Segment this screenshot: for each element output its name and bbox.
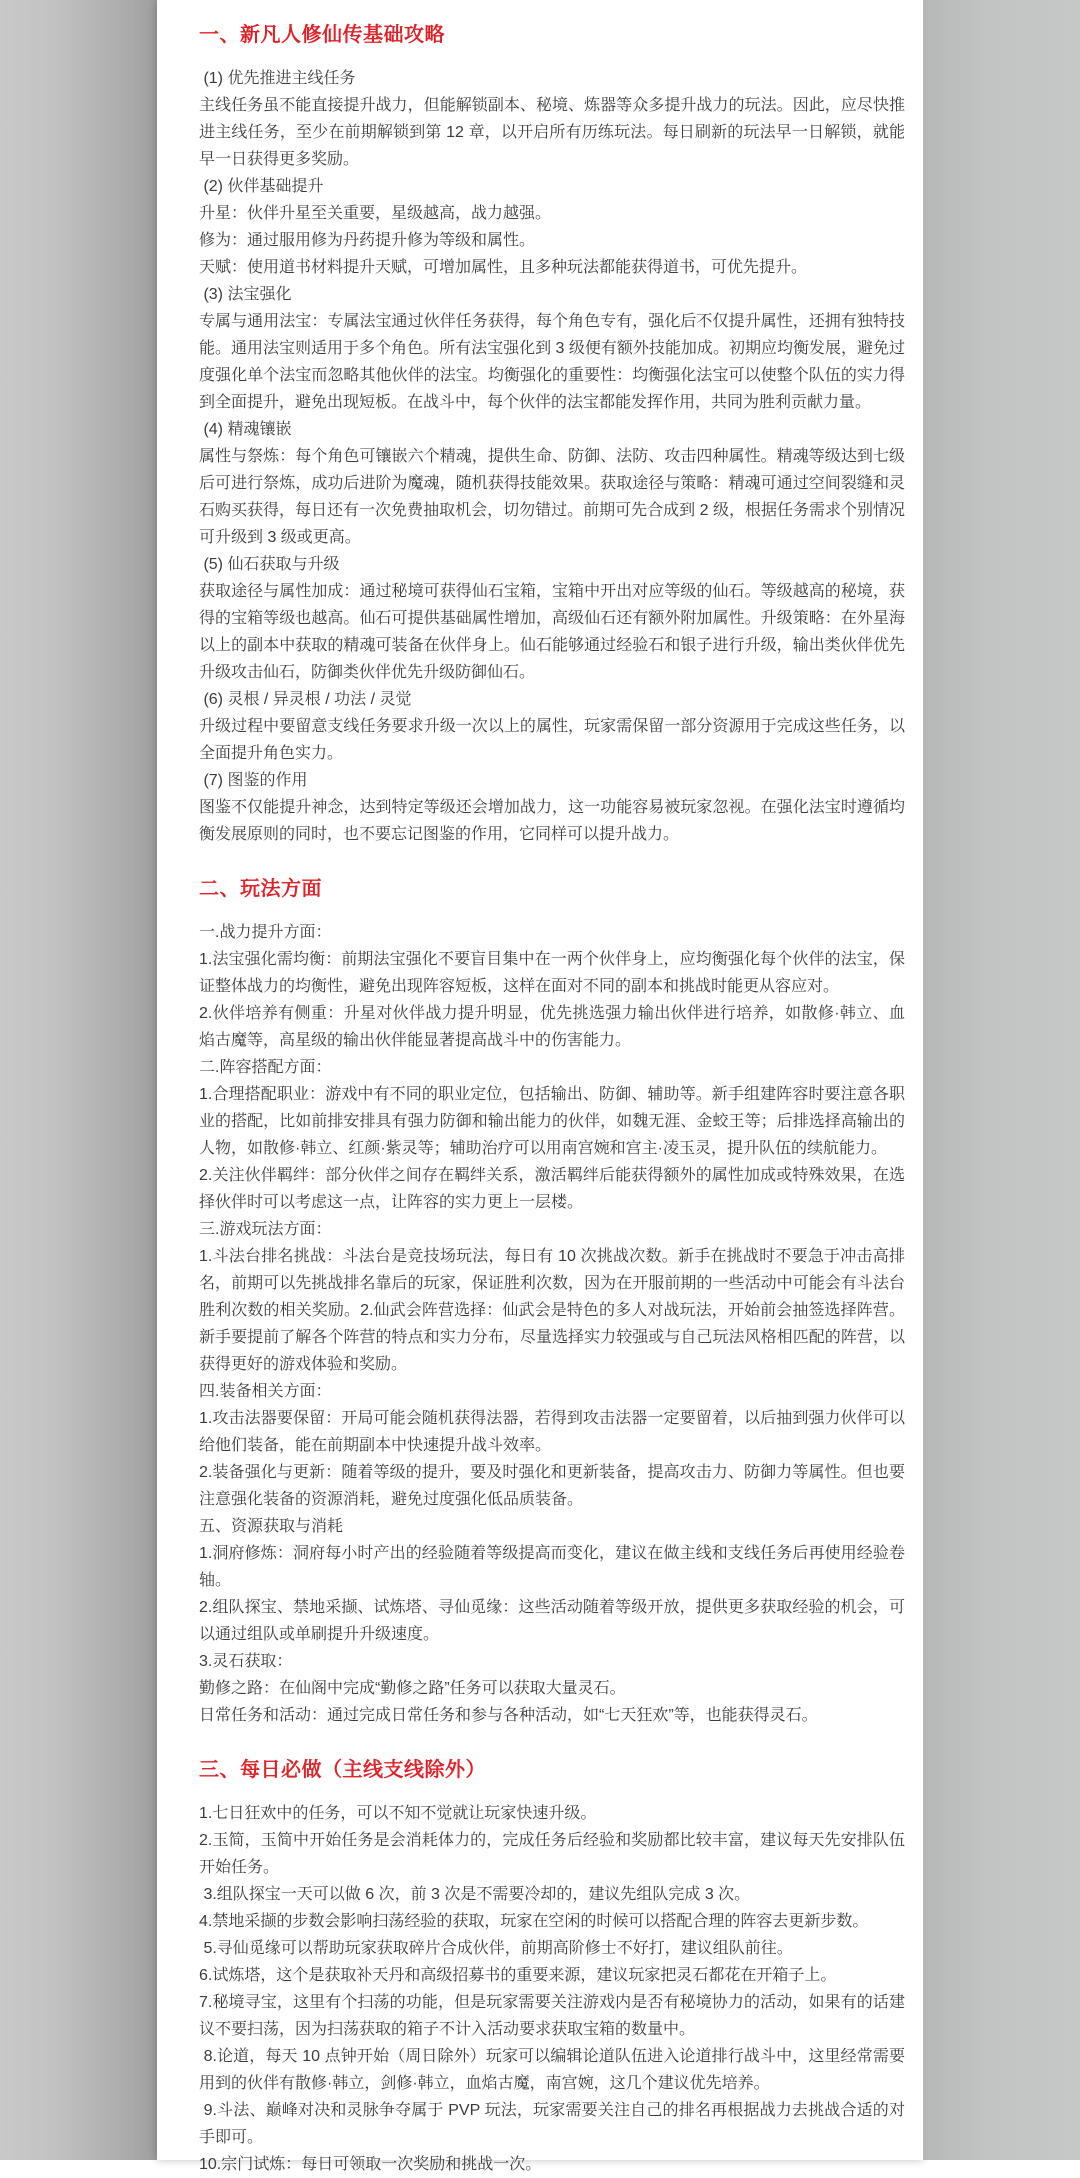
paragraph: 日常任务和活动：通过完成日常任务和参与各种活动，如“七天狂欢”等，也能获得灵石。 bbox=[199, 1707, 818, 1724]
section-heading: 三、每日必做（主线支线除外） bbox=[199, 1759, 486, 1781]
paragraph: 获取途径与属性加成：通过秘境可获得仙石宝箱，宝箱中开出对应等级的仙石。等级越高的秘境，获得的宝箱等级也越高。仙石可提供基础属性增加，高级仙石还有额外附加属性。升级策略：在外星海以上的副本中获取的精魂可装备在伙伴身上。仙石能够通过经验石和银子进行升级，输出类伙伴优先升级攻击仙石，防御类伙伴优先升级防御仙石。 bbox=[199, 583, 905, 681]
paragraph: 1.法宝强化需均衡：前期法宝强化不要盲目集中在一两个伙伴身上，应均衡强化每个伙伴的法宝，保证整体战力的均衡性，避免出现阵容短板，这样在面对不同的副本和挑战时能更从容应对。 bbox=[199, 951, 905, 995]
paragraph: (5) 仙石获取与升级 bbox=[199, 556, 340, 573]
right-margin bbox=[923, 0, 1080, 2160]
paragraph: 升星：伙伴升星至关重要，星级越高，战力越强。 bbox=[199, 205, 552, 222]
paragraph: 修为：通过服用修为丹药提升修为等级和属性。 bbox=[199, 232, 536, 249]
document-page bbox=[157, 0, 923, 2173]
paragraph: 2.组队探宝、禁地采撷、试炼塔、寻仙觅缘：这些活动随着等级开放，提供更多获取经验的机会，可以通过组队或单刷提升升级速度。 bbox=[199, 1599, 905, 1643]
paragraph: (2) 伙伴基础提升 bbox=[199, 178, 324, 195]
section-body bbox=[199, 919, 905, 1729]
paragraph: 10.宗门试炼：每日可领取一次奖励和挑战一次。 bbox=[199, 2156, 542, 2173]
paragraph: 四.装备相关方面： bbox=[199, 1383, 332, 1400]
paragraph: 9.斗法、巅峰对决和灵脉争夺属于 PVP 玩法，玩家需要关注自己的排名再根据战力去挑战合适的对手即可。 bbox=[199, 2102, 905, 2146]
paragraph: 天赋：使用道书材料提升天赋，可增加属性，且多种玩法都能获得道书，可优先提升。 bbox=[199, 259, 808, 276]
left-margin bbox=[0, 0, 157, 2160]
section-body bbox=[199, 65, 905, 848]
paragraph: 三.游戏玩法方面： bbox=[199, 1221, 332, 1238]
section-body bbox=[199, 1800, 905, 2178]
paragraph: 5.寻仙觅缘可以帮助玩家获取碎片合成伙伴，前期高阶修士不好打，建议组队前往。 bbox=[199, 1940, 793, 1957]
paragraph: (1) 优先推进主线任务 bbox=[199, 70, 356, 87]
paragraph: 升级过程中要留意支线任务要求升级一次以上的属性，玩家需保留一部分资源用于完成这些任务，以全面提升角色实力。 bbox=[199, 718, 905, 762]
section-heading: 二、玩法方面 bbox=[199, 878, 322, 900]
paragraph: 一.战力提升方面： bbox=[199, 924, 332, 941]
paragraph: 8.论道，每天 10 点钟开始（周日除外）玩家可以编辑论道队伍进入论道排行战斗中，这里经常需要用到的伙伴有散修·韩立，剑修·韩立，血焰古魔，南宫婉，这几个建议优先培养。 bbox=[199, 2048, 905, 2092]
paragraph: 2.关注伙伴羁绊：部分伙伴之间存在羁绊关系，激活羁绊后能获得额外的属性加成或特殊效果，在选择伙伴时可以考虑这一点，让阵容的实力更上一层楼。 bbox=[199, 1167, 905, 1211]
paragraph: 2.装备强化与更新：随着等级的提升，要及时强化和更新装备，提高攻击力、防御力等属性。但也要注意强化装备的资源消耗，避免过度强化低品质装备。 bbox=[199, 1464, 905, 1508]
paragraph: (6) 灵根 / 异灵根 / 功法 / 灵觉 bbox=[199, 691, 412, 708]
paragraph: 2.玉简，玉简中开始任务是会消耗体力的，完成任务后经验和奖励都比较丰富，建议每天先安排队伍开始任务。 bbox=[199, 1832, 905, 1876]
paragraph: (7) 图鉴的作用 bbox=[199, 772, 308, 789]
paragraph: (4) 精魂镶嵌 bbox=[199, 421, 292, 438]
paragraph: 专属与通用法宝：专属法宝通过伙伴任务获得，每个角色专有，强化后不仅提升属性，还拥有独特技能。通用法宝则适用于多个角色。所有法宝强化到 3 级便有额外技能加成。初期应均衡发展，避免过度强化单个法宝而忽略其他伙伴的法宝。均衡强化的重要性：均衡强化法宝可以使整个队伍的实力得到全面提升，避免出现短板。在战斗中，每个伙伴的法宝都能发挥作用，共同为胜利贡献力量。 bbox=[199, 313, 905, 411]
paragraph: 1.七日狂欢中的任务，可以不知不觉就让玩家快速升级。 bbox=[199, 1805, 597, 1822]
section-daily-tasks bbox=[199, 1753, 905, 2178]
paragraph: 图鉴不仅能提升神念，达到特定等级还会增加战力，这一功能容易被玩家忽视。在强化法宝时遵循均衡发展原则的同时，也不要忘记图鉴的作用，它同样可以提升战力。 bbox=[199, 799, 905, 843]
paragraph: 4.禁地采撷的步数会影响扫荡经验的获取，玩家在空闲的时候可以搭配合理的阵容去更新步数。 bbox=[199, 1913, 869, 1930]
paragraph: 主线任务虽不能直接提升战力，但能解锁副本、秘境、炼器等众多提升战力的玩法。因此，应尽快推进主线任务，至少在前期解锁到第 12 章，以开启所有历练玩法。每日刷新的玩法早一日解锁，就能早一日获得更多奖励。 bbox=[199, 97, 905, 168]
paragraph: 勤修之路：在仙阁中完成“勤修之路”任务可以获取大量灵石。 bbox=[199, 1680, 626, 1697]
paragraph: 属性与祭炼：每个角色可镶嵌六个精魂，提供生命、防御、法防、攻击四种属性。精魂等级达到七级后可进行祭炼，成功后进阶为魔魂，随机获得技能效果。获取途径与策略：精魂可通过空间裂缝和灵石购买获得，每日还有一次免费抽取机会，切勿错过。前期可先合成到 2 级，根据任务需求个别情况可升级到 3 级或更高。 bbox=[199, 448, 905, 546]
paragraph: 五、资源获取与消耗 bbox=[199, 1518, 344, 1535]
paragraph: 1.洞府修炼：洞府每小时产出的经验随着等级提高而变化，建议在做主线和支线任务后再使用经验卷轴。 bbox=[199, 1545, 905, 1589]
section-gameplay bbox=[199, 872, 905, 1729]
paragraph: 二.阵容搭配方面： bbox=[199, 1059, 332, 1076]
section-heading: 一、新凡人修仙传基础攻略 bbox=[199, 24, 445, 46]
paragraph: (3) 法宝强化 bbox=[199, 286, 292, 303]
paragraph: 7.秘境寻宝，这里有个扫荡的功能，但是玩家需要关注游戏内是否有秘境协力的活动，如果有的话建议不要扫荡，因为扫荡获取的箱子不计入活动要求获取宝箱的数量中。 bbox=[199, 1994, 905, 2038]
paragraph: 1.攻击法器要保留：开局可能会随机获得法器，若得到攻击法器一定要留着，以后抽到强力伙伴可以给他们装备，能在前期副本中快速提升战斗效率。 bbox=[199, 1410, 905, 1454]
paragraph: 1.合理搭配职业：游戏中有不同的职业定位，包括输出、防御、辅助等。新手组建阵容时要注意各职业的搭配，比如前排安排具有强力防御和输出能力的伙伴，如魏无涯、金蛟王等；后排选择高输出的人物，如散修·韩立、红颜·紫灵等；辅助治疗可以用南宫婉和宫主·凌玉灵，提升队伍的续航能力。 bbox=[199, 1086, 905, 1157]
paragraph: 3.组队探宝一天可以做 6 次，前 3 次是不需要冷却的，建议先组队完成 3 次。 bbox=[199, 1886, 751, 1903]
paragraph: 1.斗法台排名挑战：斗法台是竞技场玩法，每日有 10 次挑战次数。新手在挑战时不要急于冲击高排名，前期可以先挑战排名靠后的玩家，保证胜利次数，因为在开服前期的一些活动中可能会有斗法台胜利次数的相关奖励。2.仙武会阵营选择：仙武会是特色的多人对战玩法，开始前会抽签选择阵营。新手要提前了解各个阵营的特点和实力分布，尽量选择实力较强或与自己玩法风格相匹配的阵营，以获得更好的游戏体验和奖励。 bbox=[199, 1248, 905, 1373]
section-basics bbox=[199, 18, 905, 848]
paragraph: 2.伙伴培养有侧重：升星对伙伴战力提升明显，优先挑选强力输出伙伴进行培养，如散修·韩立、血焰古魔等，高星级的输出伙伴能显著提高战斗中的伤害能力。 bbox=[199, 1005, 905, 1049]
paragraph: 6.试炼塔，这个是获取补天丹和高级招募书的重要来源，建议玩家把灵石都花在开箱子上。 bbox=[199, 1967, 837, 1984]
paragraph: 3.灵石获取： bbox=[199, 1653, 293, 1670]
